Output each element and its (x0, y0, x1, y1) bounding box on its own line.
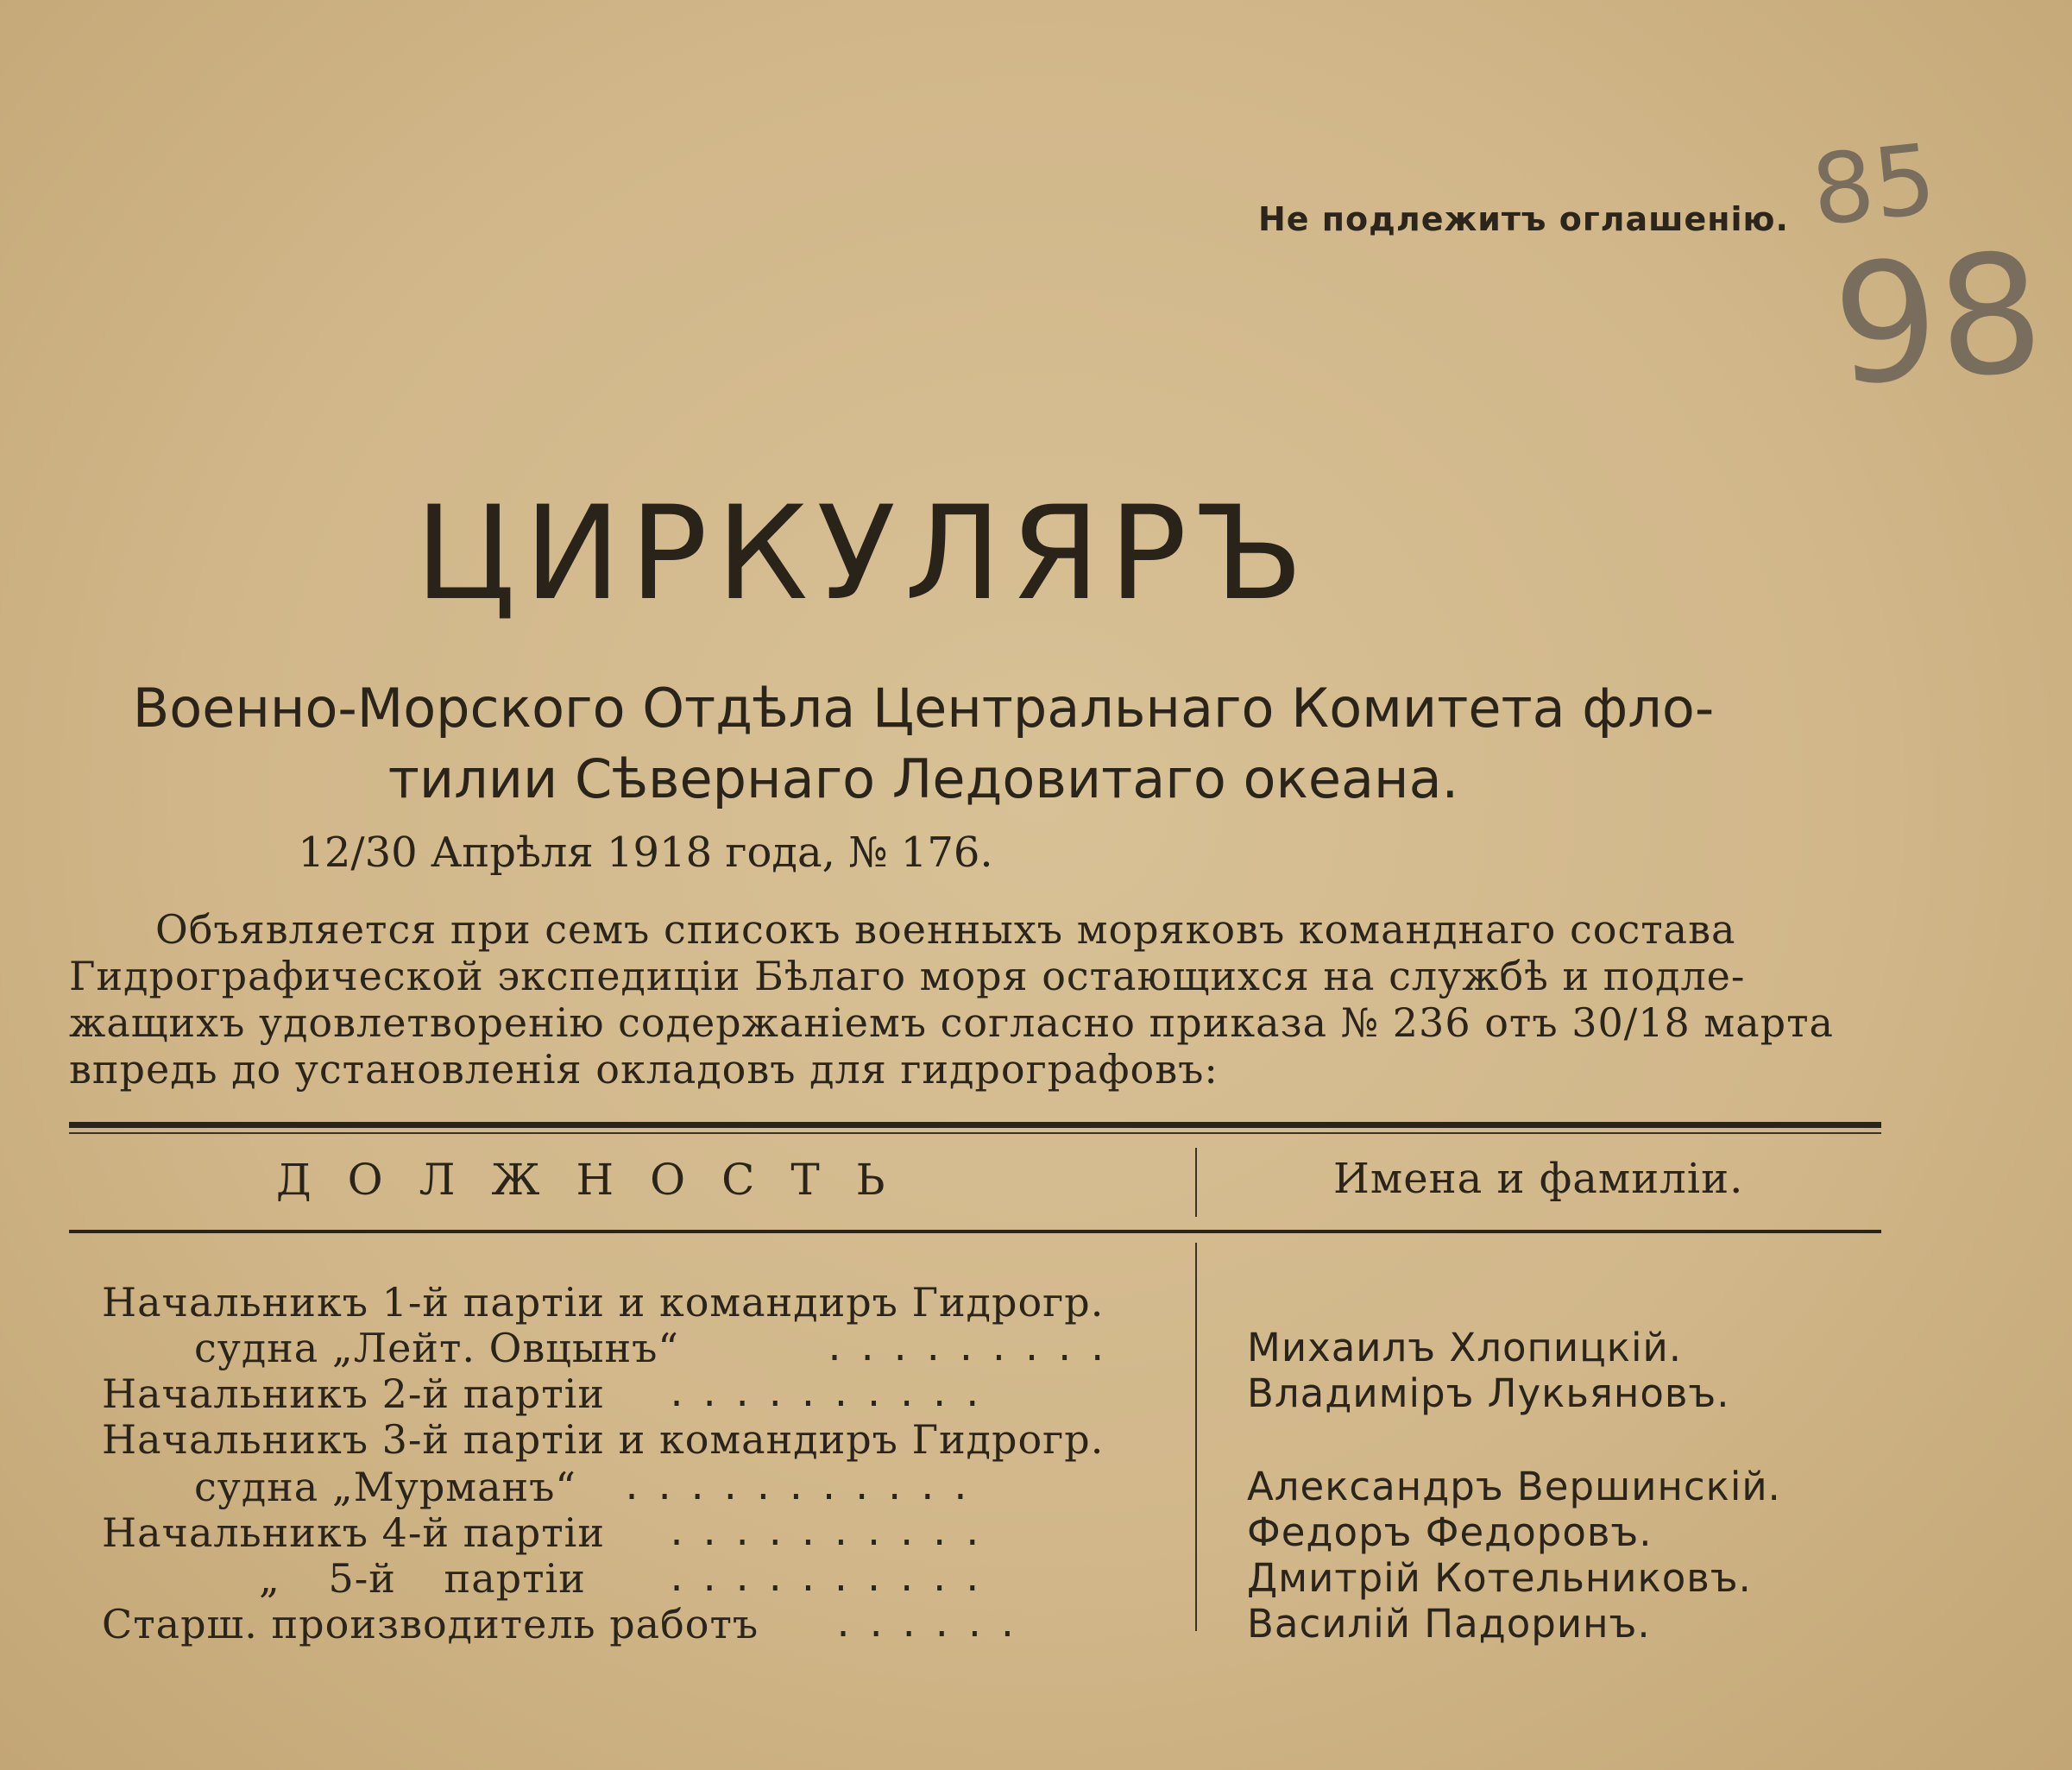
table-row-name: Владиміръ Лукьяновъ. (1247, 1370, 1730, 1416)
dot-leader: .......... (666, 1514, 995, 1553)
paragraph-line-1: Объявляется при семъ списокъ военныхъ моряковъ команднаго состава (155, 906, 1736, 953)
table-row-name: Михаилъ Хлопицкій. (1247, 1325, 1683, 1370)
table-row-position: Начальникъ 2-й партіи (102, 1370, 606, 1417)
header-column-divider (1195, 1148, 1197, 1217)
paragraph-line-3: жащихъ удовлетворенію содержаніемъ согласно приказа № 236 отъ 30/18 марта (69, 999, 1834, 1046)
dot-leader: ........... (621, 1468, 983, 1508)
table-row-name: Дмитрій Котельниковъ. (1247, 1555, 1752, 1601)
table-header-rule (69, 1230, 1881, 1233)
subtitle-line-1: Военно-Морского Отдѣла Центральнаго Комитета фло- (132, 677, 1715, 740)
table-row-position: судна „Лейт. Овцынъ“ (194, 1325, 679, 1371)
table-top-rule-thin (69, 1132, 1881, 1134)
table-row-position: Старш. производитель работъ (102, 1601, 759, 1647)
column-header-names: Имена и фамиліи. (1333, 1155, 1744, 1203)
dot-leader: ......... (824, 1329, 1120, 1369)
table-row-name: Федоръ Федоровъ. (1247, 1509, 1653, 1555)
subtitle-line-2: тилии Сѣвернаго Ледовитаго океана. (387, 747, 1459, 810)
pencil-mark-top: 85 (1806, 123, 1941, 249)
column-header-position: ДОЛЖНОСТЬ (276, 1155, 922, 1205)
table-row-position: Начальникъ 1-й партіи и командиръ Гидрогр. (102, 1279, 1105, 1326)
dot-leader: .......... (666, 1559, 995, 1599)
table-row-position: судна „Мурманъ“ (194, 1464, 576, 1510)
announcement-paragraph (69, 906, 1881, 1093)
table-top-rule (69, 1122, 1881, 1128)
document-subtitle (0, 673, 1847, 815)
paragraph-line-2: Гидрографической экспедиціи Бѣлаго моря остающихся на службѣ и подле- (69, 953, 1746, 999)
document-title: ЦИРКУЛЯРЪ (414, 479, 1313, 629)
table-row-position: „ 5-й партіи (259, 1555, 586, 1602)
paragraph-line-4: впредь до установленія окладовъ для гидрографовъ: (69, 1046, 1219, 1093)
dot-leader: ...... (833, 1605, 1030, 1645)
restriction-notice: Не подлежитъ оглашенію. (1258, 200, 1789, 238)
table-row-position: Начальникъ 4-й партіи (102, 1509, 606, 1556)
dot-leader: .......... (666, 1375, 995, 1414)
table-row-name: Василій Падоринъ. (1247, 1601, 1651, 1647)
table-row-position: Начальникъ 3-й партіи и командиръ Гидрогр. (102, 1416, 1105, 1463)
pencil-mark-bottom: 98 (1827, 217, 2050, 423)
table-row-name: Александръ Вершинскій. (1247, 1464, 1781, 1509)
body-column-divider (1195, 1243, 1197, 1631)
date-and-number: 12/30 Апрѣля 1918 года, № 176. (298, 828, 993, 877)
